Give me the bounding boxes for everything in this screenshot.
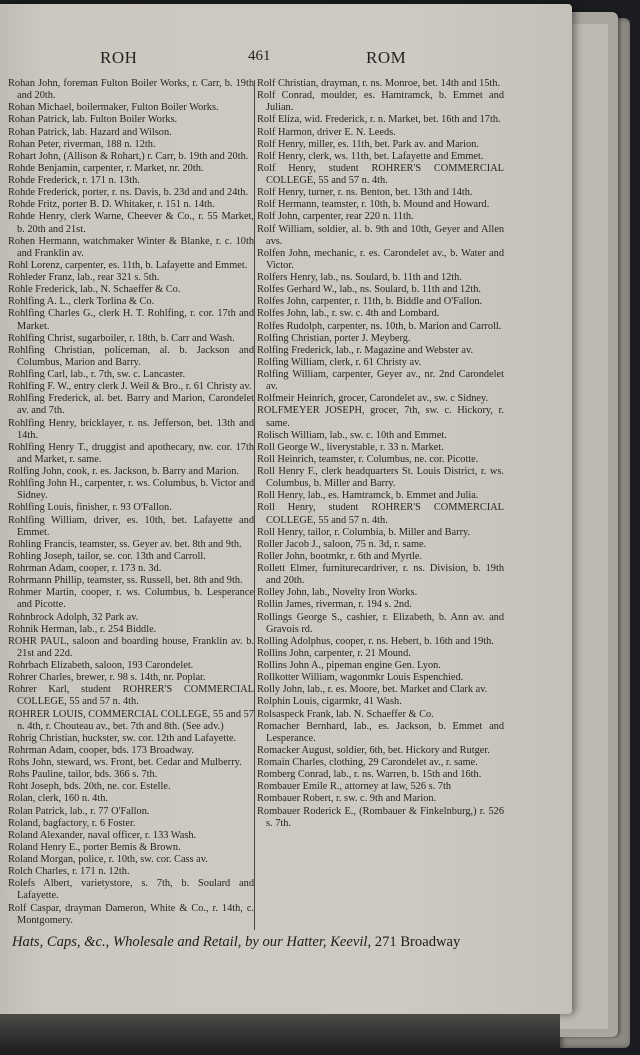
directory-entry: Rolf Henry, clerk, ws. 11th, bet. Lafayette and Emmet. [257, 150, 484, 162]
directory-entry: Roland Morgan, police, r. 10th, sw. cor. Cass av. [8, 854, 208, 865]
directory-entry: Rolf Hermann, teamster, r. 10th, b. Mound and Howard. [257, 199, 490, 211]
directory-entry: Roller John, bootmkr, r. 6th and Myrtle. [257, 550, 423, 562]
directory-entry: Rolfes John, lab., r. sw. c. 4th and Lombard. [257, 308, 440, 320]
column-divider [254, 80, 255, 930]
directory-entry: Rollkotter William, wagonmkr Louis Espenchied. [257, 672, 464, 684]
directory-entry: Rolfmeir Heinrich, grocer, Carondelet av., sw. c Sidney. [257, 393, 489, 405]
directory-entry: Roll Henry, tailor, r. Columbia, b. Miller and Barry. [257, 526, 471, 538]
directory-entry: Rolfes Gerhard W., lab., ns. Soulard, b. 11th and 12th. [257, 284, 481, 296]
directory-entry: Rohde Benjamin, carpenter, r. Market, nr. 20th. [8, 162, 204, 174]
left-column [8, 78, 254, 930]
directory-entry: Rohrer Karl, student ROHRER'S COMMERCIAL COLLEGE, 55 and 57 n. 4th. [8, 684, 254, 708]
directory-entry: Rolphin Louis, cigarmkr, 41 Wash. [257, 696, 402, 708]
footer-ad-address: 271 Broadway [374, 934, 461, 950]
directory-entry: Rombauer Roderick E., (Rombauer & Finkelnburg,) r. 526 s. 7th. [257, 805, 504, 829]
directory-entry: Rohlfing A. L., clerk Torlina & Co. [8, 296, 155, 308]
directory-entry: Rollin James, riverman, r. 194 s. 2nd. [257, 599, 412, 611]
directory-entry: Rolf Conrad, moulder, es. Hamtramck, b. Emmet and Julian. [257, 90, 504, 114]
directory-entry: Rolsaspeck Frank, lab. N. Schaeffer & Co. [257, 708, 434, 720]
directory-entry: Rohrman Adam, cooper, bds. 173 Broadway. [8, 744, 194, 756]
directory-entry: Rohlfing Charles G., clerk H. T. Rohlfing, r. cor. 17th and Market. [8, 308, 254, 332]
directory-entry: Rolf Eliza, wid. Frederick, r. n. Market, bet. 16th and 17th. [257, 114, 501, 126]
directory-entry: Rolfes Rudolph, carpenter, ns. 10th, b. Marion and Carroll. [257, 320, 502, 332]
directory-entry: Roland Henry E., porter Bemis & Brown. [8, 841, 181, 853]
directory-entry: Rohlfing F. W., entry clerk J. Weil & Bro., r. 61 Christy av. [8, 381, 252, 393]
directory-entry: Rollins John A., pipeman engine Gen. Lyon. [257, 660, 441, 671]
directory-entry: Rohling Francis, teamster, ss. Geyer av. bet. 8th and 9th. [8, 538, 242, 550]
directory-entry: Rollins John, carpenter, r. 21 Mound. [257, 647, 411, 659]
directory-entry: Rohle Frederick, lab., N. Schaeffer & Co. [8, 284, 181, 296]
directory-entry: Rolefs Albert, varietystore, s. 7th, b. Soulard and Lafayette. [8, 878, 254, 902]
directory-entry: Romberg Conrad, lab., r. ns. Warren, b. 15th and 16th. [257, 769, 482, 781]
directory-entry: Roll Henry, student ROHRER'S COMMERCIAL COLLEGE, 55 and 57 n. 4th. [257, 502, 504, 526]
directory-entry: Rohan Peter, riverman, 188 n. 12th. [8, 138, 156, 150]
directory-entry: Rollings George S., cashier, r. Elizabeth, b. Ann av. and Gravois rd. [257, 611, 504, 635]
directory-entry: Rohart John, (Allison & Rohart,) r. Carr, b. 19th and 20th. [8, 150, 249, 162]
directory-entry: Rolly John, lab., r. es. Moore, bet. Market and Clark av. [257, 684, 488, 696]
directory-entry: Rolf William, soldier, al. b. 9th and 10th, Geyer and Allen avs. [257, 223, 504, 247]
directory-entry: Rohrman Adam, cooper, r. 173 n. 3d. [8, 563, 162, 574]
directory-entry: Romain Charles, clothing, 29 Carondelet av., r. same. [257, 757, 478, 768]
directory-entry: Rohde Frederick, r. 171 n. 13th. [8, 175, 140, 186]
directory-entry: Rohde Fritz, porter B. D. Whitaker, r. 151 n. 14th. [8, 199, 215, 211]
directory-entry: Rolfes John, carpenter, r. 11th, b. Biddle and O'Fallon. [257, 296, 483, 308]
running-header [0, 48, 572, 74]
directory-entry: Rolf Christian, drayman, r. ns. Monroe, bet. 14th and 15th. [257, 78, 501, 89]
directory-entry: Rohlfing William, driver, es. 10th, bet. Lafayette and Emmet. [8, 514, 254, 538]
directory-entry: Rohlfing Henry T., druggist and apothecary, nw. cor. 17th and Market, r. same. [8, 441, 254, 465]
directory-entry: Rohnik Herman, lab., r. 254 Biddle. [8, 623, 157, 635]
directory-entry: Rolan, clerk, 160 n. 4th. [8, 793, 108, 805]
directory-entry: Rohan John, foreman Fulton Boiler Works, r. Carr, b. 19th and 20th. [8, 78, 254, 102]
directory-entry: Rohde Frederick, porter, r. ns. Davis, b. 23d and and 24th. [8, 187, 249, 199]
directory-entry: Rombauer Robert, r. sw. c. 9th and Marion. [257, 793, 437, 805]
directory-entry: Roland, bagfactory, r. 6 Foster. [8, 817, 136, 829]
directory-entry: Rolch Charles, r. 171 n. 12th. [8, 866, 130, 878]
directory-entry: Rolley John, lab., Novelty Iron Works. [257, 587, 418, 599]
directory-entry: Rohrig Christian, huckster, sw. cor. 12th and Lafayette. [8, 732, 237, 744]
directory-entry: Rohlfing Christian, policeman, al. b. Jackson and Columbus, Marion and Barry. [8, 344, 254, 368]
directory-entry: Roland Alexander, naval officer, r. 133 Wash. [8, 829, 197, 841]
directory-entry: ROHRER LOUIS, COMMERCIAL COLLEGE, 55 and 57 n. 4th, r. Chouteau av., bet. 7th and 8th. (See adv.) [8, 708, 254, 732]
directory-entry: Roll George W., liverystable, r. 33 n. Market. [257, 441, 444, 453]
directory-entry: Rolf Caspar, drayman Dameron, White & Co., r. 14th, c. Montgomery. [8, 902, 254, 926]
directory-entry: Rohleder Franz, lab., rear 321 s. 5th. [8, 272, 160, 283]
page-number: 461 [248, 48, 271, 64]
directory-entry: Rohan Patrick, lab. Fulton Boiler Works. [8, 114, 178, 126]
directory-entry: Rohlfing Louis, finisher, r. 93 O'Fallon. [8, 502, 172, 514]
right-column [257, 78, 504, 930]
directory-entry: Roller Jacob J., saloon, 75 n. 3d, r. same. [257, 538, 427, 550]
directory-entry: Rolf John, carpenter, rear 220 n. 11th. [257, 211, 414, 223]
directory-entry: Rolisch William, lab., sw. c. 10th and Emmet. [257, 429, 447, 441]
directory-page [0, 4, 572, 1014]
directory-entry: Rolf Henry, student ROHRER'S COMMERCIAL COLLEGE, 55 and 57 n. 4th. [257, 162, 504, 186]
directory-entry: Rohs Pauline, tailor, bds. 366 s. 7th. [8, 769, 158, 781]
directory-entry: Rolfen John, mechanic, r. es. Carondelet av., b. Water and Victor. [257, 247, 504, 271]
header-left-guide: ROH [100, 48, 138, 67]
directory-entry: Romacher Bernhard, lab., es. Jackson, b. Emmet and Lesperance. [257, 720, 504, 744]
directory-entry: Rohde Henry, clerk Warne, Cheever & Co., r. 55 Market, b. 20th and 21st. [8, 211, 254, 235]
directory-entry: Rohen Hermann, watchmaker Winter & Blanke, r. c. 10th and Franklin av. [8, 235, 254, 259]
directory-entry: Rolfing John, cook, r. es. Jackson, b. Barry and Marion. [8, 466, 239, 477]
directory-entry: Rohlfing John H., carpenter, r. ws. Columbus, b. Victor and Sidney. [8, 478, 254, 502]
directory-entry: Roht Joseph, bds. 20th, ne. cor. Estelle. [8, 781, 171, 793]
directory-entry: Rohlfing Henry, bricklayer, r. ns. Jefferson, bet. 13th and 14th. [8, 417, 254, 441]
directory-entry: Roll Heinrich, teamster, r. Columbus, ne. cor. Picotte. [257, 453, 479, 465]
directory-entry: Rohlfing Carl, lab., r. 7th, sw. c. Lancaster. [8, 369, 186, 380]
table-surface [0, 1014, 560, 1055]
directory-entry: Rohlfing Christ, sugarboiler, r. 18th, b. Carr and Wash. [8, 332, 235, 344]
directory-entry: Rohmer Martin, cooper, r. ws. Columbus, b. Lesperance and Picotte. [8, 587, 254, 611]
directory-entry: Rolfing Christian, porter J. Meyberg. [257, 332, 411, 344]
directory-entry: Rollett Elmer, furniturecardriver, r. ns. Division, b. 19th and 20th. [257, 563, 504, 587]
directory-entry: Rolfing William, carpenter, Geyer av., nr. 2nd Carondelet av. [257, 369, 504, 393]
directory-entry: Rolfers Henry, lab., ns. Soulard, b. 11th and 12th. [257, 272, 462, 283]
directory-entry: Rombauer Emile R., attorney at law, 526 s. 7th [257, 781, 452, 793]
directory-entry: Rolan Patrick, lab., r. 77 O'Fallon. [8, 805, 150, 817]
directory-entry: Rohl Lorenz, carpenter, es. 11th, b. Lafayette and Emmet. [8, 259, 248, 271]
directory-entry: Rolf Henry, turner, r. ns. Benton, bet. 13th and 14th. [257, 187, 473, 199]
directory-entry: Rolfing Frederick, lab., r. Magazine and Webster av. [257, 344, 474, 356]
directory-entry: Rohs John, steward, ws. Front, bet. Cedar and Mulberry. [8, 757, 242, 768]
directory-entry: Roll Henry F., clerk headquarters St. Louis District, r. ws. Columbus, b. Miller and Barry. [257, 466, 504, 490]
footer-advertisement [12, 934, 512, 951]
footer-ad-text: Hats, Caps, &c., Wholesale and Retail, by our Hatter, Keevil, [12, 934, 372, 950]
directory-entry: Rohan Patrick, lab. Hazard and Wilson. [8, 126, 172, 138]
directory-entry: Rohrmann Phillip, teamster, ss. Russell, bet. 8th and 9th. [8, 575, 243, 587]
directory-entry: Rohling Joseph, tailor, se. cor. 13th and Carroll. [8, 550, 206, 562]
directory-entry: Roll Henry, lab., es. Hamtramck, b. Emmet and Julia. [257, 490, 479, 502]
directory-entry: Rohlfing Frederick, al. bet. Barry and Marion, Carondelet av. and 7th. [8, 393, 254, 417]
directory-entry: Romacker August, soldier, 6th, bet. Hickory and Rutger. [257, 744, 490, 756]
directory-entry: Rolf Harmon, driver E. N. Leeds. [257, 126, 396, 138]
directory-entry: Rolling Adolphus, cooper, r. ns. Hebert, b. 16th and 19th. [257, 635, 494, 647]
directory-entry: Rolf Henry, miller, es. 11th, bet. Park av. and Marion. [257, 138, 479, 150]
directory-entry: ROLFMEYER JOSEPH, grocer, 7th, sw. c. Hickory, r. same. [257, 405, 504, 429]
directory-entry: Rohrbach Elizabeth, saloon, 193 Carondelet. [8, 660, 194, 671]
directory-entry: Rohrer Charles, brewer, r. 98 s. 14th, nr. Poplar. [8, 672, 206, 684]
directory-entry: Rohan Michael, boilermaker, Fulton Boiler Works. [8, 102, 219, 114]
directory-entry: ROHR PAUL, saloon and boarding house, Franklin av. b. 21st and 22d. [8, 635, 254, 659]
directory-entry: Rolfing William, clerk, r. 61 Christy av. [257, 356, 422, 368]
header-right-guide: ROM [366, 48, 407, 67]
directory-entry: Rohnbrock Adolph, 32 Park av. [8, 611, 139, 623]
